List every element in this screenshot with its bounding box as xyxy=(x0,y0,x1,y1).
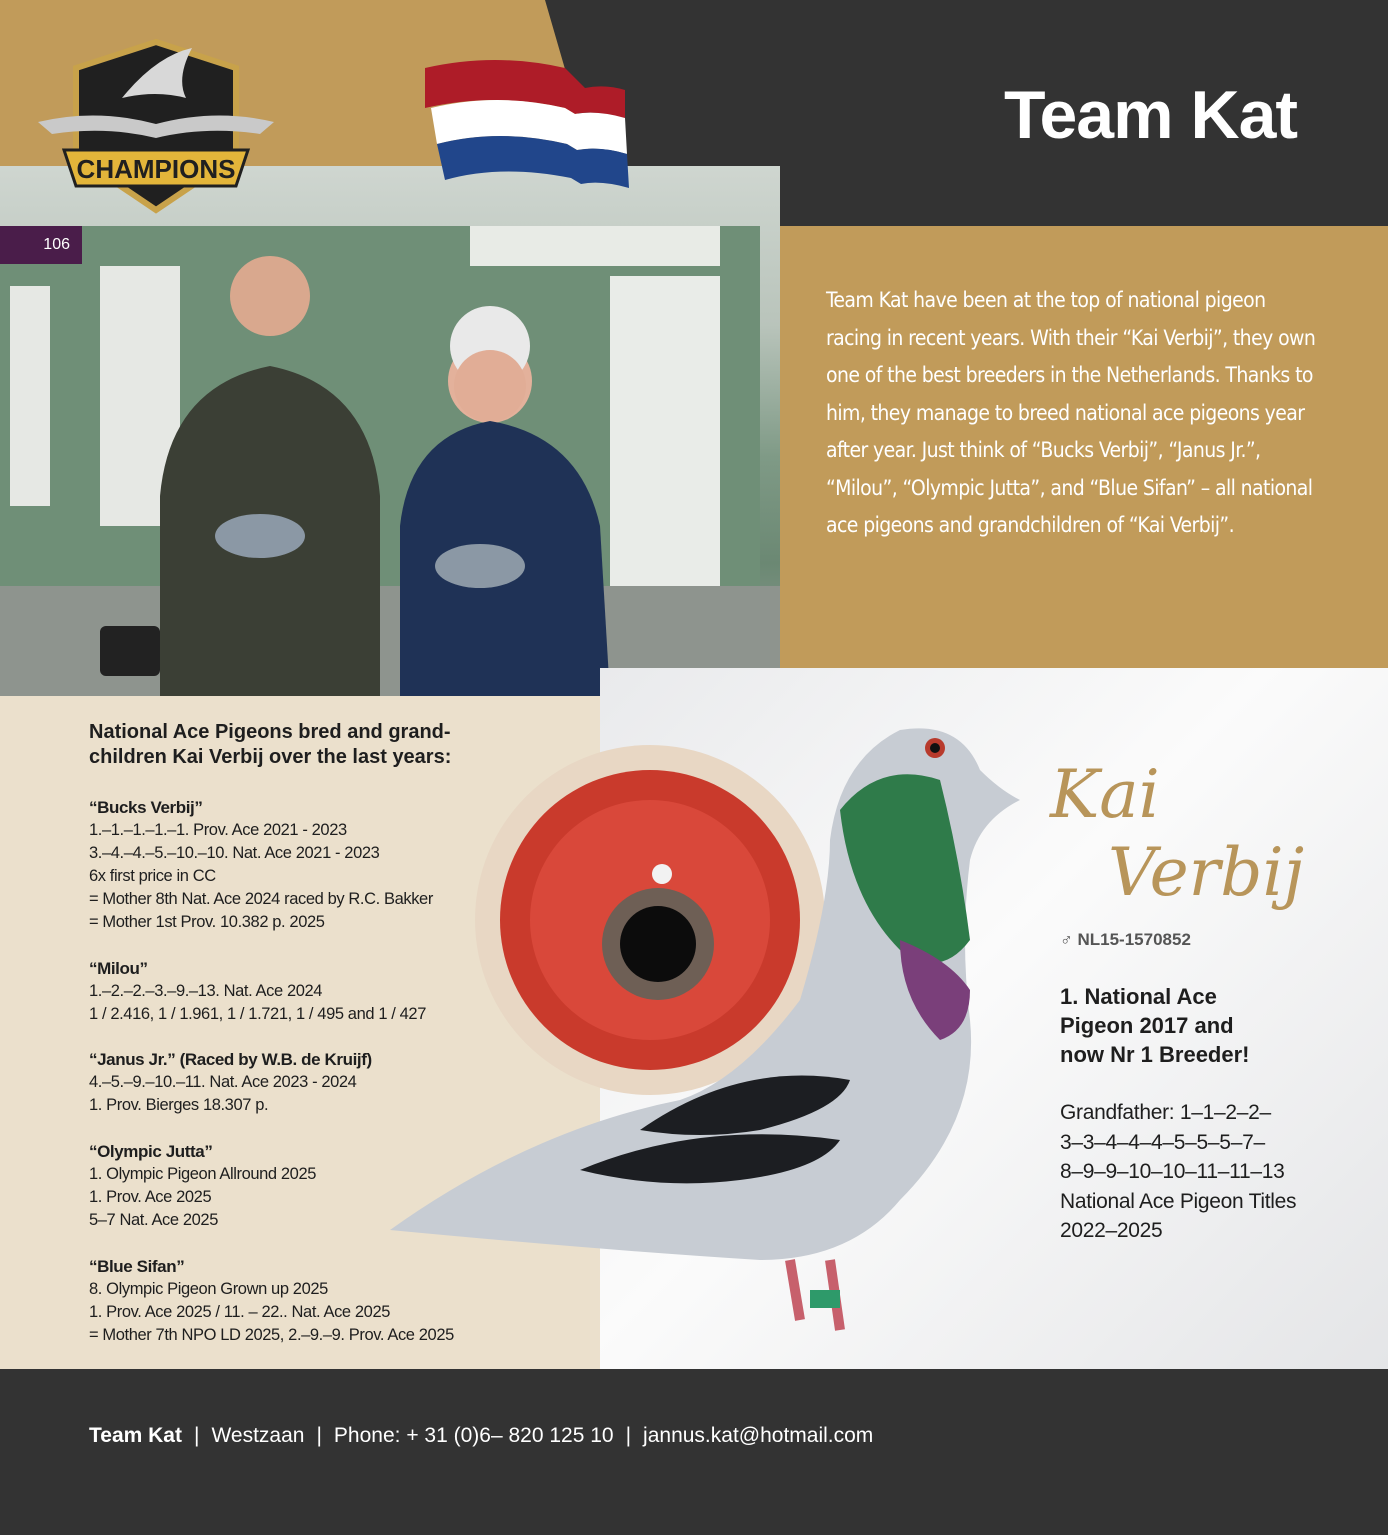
netherlands-flag-icon xyxy=(425,58,630,198)
page-title: Team Kat xyxy=(1004,77,1298,153)
ace-title-line2: Pigeon 2017 and xyxy=(1060,1013,1234,1038)
entry-line: 1.–1.–1.–1.–1. Prov. Ace 2021 - 2023 xyxy=(89,821,347,839)
ace-entry-janus-jr xyxy=(89,1048,589,1117)
ace-title xyxy=(1060,982,1360,1069)
entry-line: 6x first price in CC xyxy=(89,867,216,885)
grandfather-line3: 8–9–9–10–10–11–11–13 xyxy=(1060,1160,1285,1183)
footer-contact: Team Kat | Westzaan | Phone: + 31 (0)6– 820 125 10 | jannus.kat@hotmail.com xyxy=(89,1424,874,1447)
pigeon-name-line1: Kai xyxy=(1050,756,1160,833)
grandfather-line5: 2022–2025 xyxy=(1060,1219,1163,1242)
grandfather-line2: 3–3–4–4–4–5–5–5–7– xyxy=(1060,1130,1265,1154)
grandfather-results xyxy=(1060,1098,1360,1246)
footer-phone: Phone: + 31 (0)6– 820 125 10 xyxy=(333,1424,614,1447)
ace-list-heading xyxy=(89,720,559,770)
ace-list-heading-line1: National Ace Pigeons bred and grand- xyxy=(89,721,451,743)
grandfather-line1: Grandfather: 1–1–2–2– xyxy=(1060,1101,1271,1124)
page-number: 106 xyxy=(0,226,82,264)
entry-line: = Mother 7th NPO LD 2025, 2.–9.–9. Prov. Ace 2025 xyxy=(89,1326,454,1344)
entry-name: “Bucks Verbij” xyxy=(89,798,203,817)
male-symbol-icon: ♂ xyxy=(1060,930,1073,949)
ace-title-line1: 1. National Ace xyxy=(1060,984,1217,1009)
ace-entry-blue-sifan xyxy=(89,1255,589,1347)
grandfather-line4: National Ace Pigeon Titles xyxy=(1060,1189,1297,1213)
ace-title-line3: now Nr 1 Breeder! xyxy=(1060,1042,1250,1067)
entry-name: “Milou” xyxy=(89,959,148,978)
gps-champions-logo xyxy=(36,38,276,216)
entry-line: 1 / 2.416, 1 / 1.961, 1 / 1.721, 1 / 495 and 1 / 427 xyxy=(89,1005,426,1023)
pigeon-name-line2: Verbij xyxy=(1108,834,1305,911)
entry-line: 1.–2.–2.–3.–9.–13. Nat. Ace 2024 xyxy=(89,982,323,1000)
team-photo-illustration xyxy=(0,166,780,696)
logo-text: CHAMPIONS xyxy=(76,154,236,184)
ace-entry-milou xyxy=(89,957,589,1026)
team-photo xyxy=(0,166,780,696)
ring-number xyxy=(1060,930,1191,950)
ace-list-heading-line2: children Kai Verbij over the last years: xyxy=(89,746,452,768)
entry-line: 3.–4.–4.–5.–10.–10. Nat. Ace 2021 - 2023 xyxy=(89,844,380,862)
footer-name: Team Kat xyxy=(89,1424,182,1447)
entry-line: = Mother 1st Prov. 10.382 p. 2025 xyxy=(89,913,325,931)
ace-entry-bucks-verbij xyxy=(89,796,589,934)
intro-text: Team Kat have been at the top of national pigeon racing in recent years. With their “Kai Verbij”, they own one of the best breeders in the Netherlands. Thanks to him, they manage to breed national ace pigeons year after year. Just think of “Bucks Verbij”, “Janus Jr.”, “Milou”, “Olympic Jutta”, and “Blue Sifan” – all national ace pigeons and grandchildren of “Kai Verbij”. xyxy=(826,288,1316,537)
entry-line: 1. Olympic Pigeon Allround 2025 xyxy=(89,1165,316,1183)
entry-name: “Olympic Jutta” xyxy=(89,1142,213,1161)
ace-entry-olympic-jutta xyxy=(89,1140,589,1232)
entry-name: “Blue Sifan” xyxy=(89,1257,185,1276)
entry-line: = Mother 8th Nat. Ace 2024 raced by R.C. Bakker xyxy=(89,890,433,908)
footer xyxy=(0,1369,1388,1535)
entry-line: 1. Prov. Ace 2025 xyxy=(89,1188,212,1206)
entry-line: 4.–5.–9.–10.–11. Nat. Ace 2023 - 2024 xyxy=(89,1073,357,1091)
footer-city: Westzaan xyxy=(211,1424,305,1447)
entry-line: 1. Prov. Bierges 18.307 p. xyxy=(89,1096,269,1114)
ring-number-text: NL15-1570852 xyxy=(1077,930,1191,949)
entry-line: 1. Prov. Ace 2025 / 11. – 22.. Nat. Ace 2025 xyxy=(89,1303,391,1321)
entry-name: “Janus Jr.” (Raced by W.B. de Kruijf) xyxy=(89,1050,372,1069)
footer-email[interactable]: jannus.kat@hotmail.com xyxy=(643,1424,874,1447)
entry-line: 8. Olympic Pigeon Grown up 2025 xyxy=(89,1280,328,1298)
entry-line: 5–7 Nat. Ace 2025 xyxy=(89,1211,218,1229)
